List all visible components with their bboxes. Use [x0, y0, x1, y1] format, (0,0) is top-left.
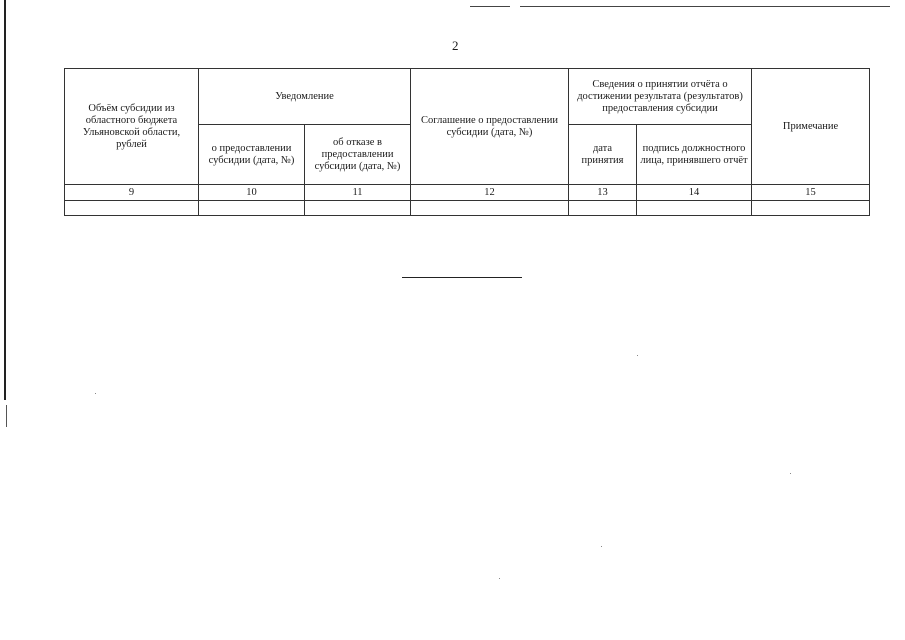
- scan-speck: [95, 393, 96, 394]
- footer-separator-line: [402, 277, 522, 278]
- table-cell: [199, 201, 305, 216]
- header-notification: Уведомление: [199, 69, 411, 125]
- page-number: 2: [452, 38, 459, 53]
- column-number: 12: [411, 185, 569, 201]
- header-notification-provision: о предоставлении субсидии (дата, №): [199, 125, 305, 185]
- scan-speck: [790, 473, 791, 474]
- header-notification-refusal: об отказе в предоставлении субсидии (дата, №): [305, 125, 411, 185]
- header-agreement: Соглашение о предоставлении субсидии (дата, №): [411, 69, 569, 185]
- column-number: 10: [199, 185, 305, 201]
- table-cell: [569, 201, 637, 216]
- column-number: 14: [637, 185, 752, 201]
- column-number: 15: [752, 185, 870, 201]
- header-subsidy-volume: Объём субсидии из областного бюджета Ульяновской области, рублей: [65, 69, 199, 185]
- table-cell: [752, 201, 870, 216]
- empty-row: [65, 201, 870, 216]
- header-note: Примечание: [752, 69, 870, 185]
- subsidy-report-table: [64, 68, 870, 216]
- table-cell: [305, 201, 411, 216]
- header-report-info: Сведения о принятии отчёта о достижении результата (результатов) предоставления субсидии: [569, 69, 752, 125]
- scan-top-line-long: [520, 6, 890, 7]
- scan-top-line-short: [470, 6, 510, 7]
- column-number: 11: [305, 185, 411, 201]
- table-cell: [65, 201, 199, 216]
- scan-edge-left-lower: [6, 405, 7, 427]
- column-number-row: [65, 185, 870, 201]
- column-number: 9: [65, 185, 199, 201]
- header-report-signature: подпись должностного лица, принявшего отчёт: [637, 125, 752, 185]
- header-report-date: дата принятия: [569, 125, 637, 185]
- scan-speck: [601, 546, 602, 547]
- scan-speck: [499, 578, 500, 579]
- table-cell: [637, 201, 752, 216]
- scan-speck: [637, 355, 638, 356]
- column-number: 13: [569, 185, 637, 201]
- table-cell: [411, 201, 569, 216]
- scan-edge-left: [4, 0, 6, 400]
